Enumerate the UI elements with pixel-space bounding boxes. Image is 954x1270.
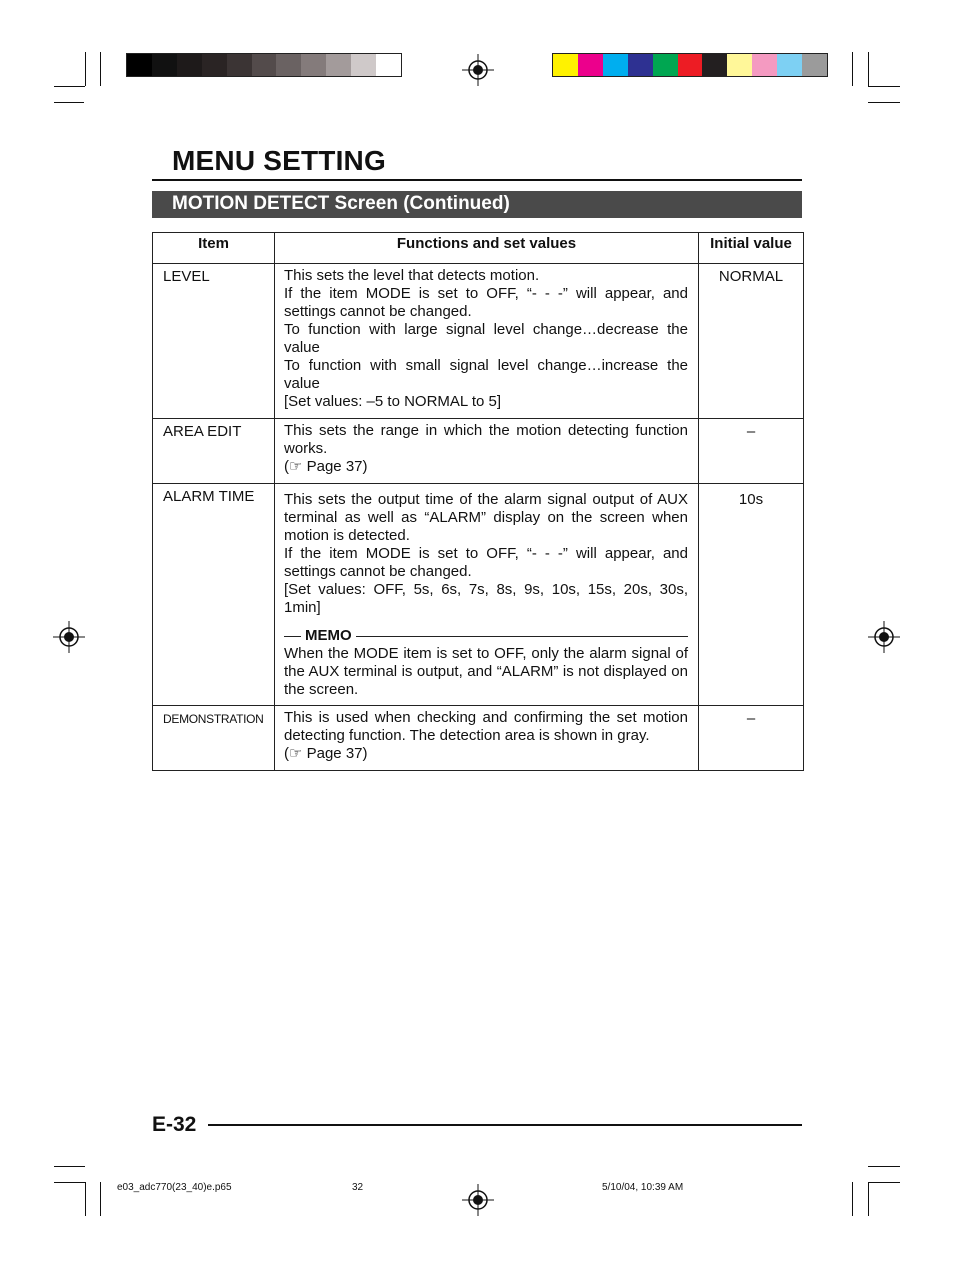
description-line: If the item MODE is set to OFF, “- - -” will appear, and settings cannot be changed.	[284, 285, 688, 320]
table-row	[153, 264, 804, 419]
function-description	[275, 706, 699, 771]
crop-mark	[868, 52, 869, 86]
description-line: This sets the level that detects motion.	[284, 267, 540, 284]
registration-mark-icon	[462, 54, 494, 86]
crop-mark	[54, 86, 85, 87]
crop-mark	[54, 102, 84, 103]
section-title: MOTION DETECT Screen (Continued)	[172, 193, 510, 214]
memo-label: MEMO	[305, 627, 352, 644]
slug-page-number: 32	[352, 1182, 364, 1193]
memo-rule	[356, 636, 688, 637]
crop-mark	[868, 1182, 869, 1216]
color-swatch	[553, 54, 578, 76]
description-line: [Set values: –5 to NORMAL to 5]	[284, 393, 502, 410]
crop-mark	[54, 1182, 85, 1183]
item-name: AREA EDIT	[153, 419, 275, 484]
grayscale-calibration-strip	[126, 53, 402, 77]
color-swatch	[127, 54, 152, 76]
color-swatch	[752, 54, 777, 76]
crop-mark	[868, 86, 900, 87]
function-description	[275, 264, 699, 419]
color-swatch	[177, 54, 202, 76]
reference-open: (	[284, 745, 289, 762]
color-swatch	[777, 54, 802, 76]
crop-mark	[868, 102, 900, 103]
color-swatch	[301, 54, 326, 76]
crop-mark	[54, 1166, 85, 1167]
memo-text: When the MODE item is set to OFF, only the alarm signal of the AUX terminal is output, and “ALARM” is not displayed on the screen.	[284, 645, 688, 698]
page-reference	[284, 745, 688, 763]
item-name: LEVEL	[153, 264, 275, 419]
color-swatch	[578, 54, 603, 76]
table-row	[153, 419, 804, 484]
color-swatch	[326, 54, 351, 76]
crop-mark	[852, 1182, 853, 1216]
pointing-hand-icon: ☞	[289, 458, 303, 475]
crop-mark	[85, 1182, 86, 1216]
table-header-row	[153, 233, 804, 264]
description-line: This sets the range in which the motion detecting function works.	[284, 422, 688, 457]
registration-mark-icon	[462, 1184, 494, 1216]
color-swatch	[152, 54, 177, 76]
color-swatch	[202, 54, 227, 76]
table-row	[153, 706, 804, 771]
description-line: To function with large signal level change…decrease the value	[284, 321, 688, 356]
footer-rule	[208, 1124, 802, 1126]
page-number: E-32	[152, 1113, 197, 1136]
column-header-functions: Functions and set values	[275, 233, 699, 264]
item-name: ALARM TIME	[153, 484, 275, 706]
item-name: DEMONSTRATION	[153, 706, 275, 771]
column-header-item: Item	[153, 233, 275, 264]
color-swatch	[276, 54, 301, 76]
page-title: MENU SETTING	[172, 145, 386, 176]
registration-mark-icon	[868, 621, 900, 653]
color-swatch	[678, 54, 703, 76]
crop-mark	[868, 1182, 900, 1183]
color-swatch	[653, 54, 678, 76]
table-row	[153, 484, 804, 706]
reference-text: Page 37)	[302, 745, 368, 762]
description-line: If the item MODE is set to OFF, “- - -” will appear, and settings cannot be changed.	[284, 545, 688, 580]
column-header-initial-value: Initial value	[699, 233, 804, 264]
color-swatch	[603, 54, 628, 76]
crop-mark	[100, 1182, 101, 1216]
function-description	[275, 419, 699, 484]
registration-mark-icon	[53, 621, 85, 653]
description-line: To function with small signal level change…increase the value	[284, 357, 688, 392]
settings-table	[152, 232, 804, 771]
color-swatch	[702, 54, 727, 76]
memo-header	[284, 627, 688, 645]
color-swatch	[351, 54, 376, 76]
file-name: e03_adc770(23_40)e.p65	[117, 1182, 232, 1193]
color-swatch	[727, 54, 752, 76]
color-swatch	[802, 54, 827, 76]
page-reference	[284, 458, 688, 476]
reference-text: Page 37)	[302, 458, 368, 475]
crop-mark	[100, 52, 101, 86]
color-swatch	[252, 54, 277, 76]
function-description	[275, 484, 699, 706]
initial-value: –	[699, 419, 804, 484]
initial-value: –	[699, 706, 804, 771]
timestamp: 5/10/04, 10:39 AM	[602, 1182, 684, 1193]
crop-mark	[85, 52, 86, 86]
description-line: [Set values: OFF, 5s, 6s, 7s, 8s, 9s, 10s, 15s, 20s, 30s, 1min]	[284, 581, 688, 616]
initial-value: NORMAL	[699, 264, 804, 419]
title-rule	[152, 179, 802, 181]
pointing-hand-icon: ☞	[289, 745, 303, 762]
memo-rule	[284, 636, 301, 637]
description-line: This sets the output time of the alarm signal output of AUX terminal as well as “ALARM” display on the screen when motion is detected.	[284, 491, 688, 544]
crop-mark	[868, 1166, 900, 1167]
color-swatch	[376, 54, 401, 76]
initial-value: 10s	[699, 484, 804, 706]
color-swatch	[628, 54, 653, 76]
description-line: This is used when checking and confirming the set motion detecting function. The detection area is shown in gray.	[284, 709, 688, 744]
reference-open: (	[284, 458, 289, 475]
crop-mark	[852, 52, 853, 86]
color-swatch	[227, 54, 252, 76]
color-calibration-strip	[552, 53, 828, 77]
